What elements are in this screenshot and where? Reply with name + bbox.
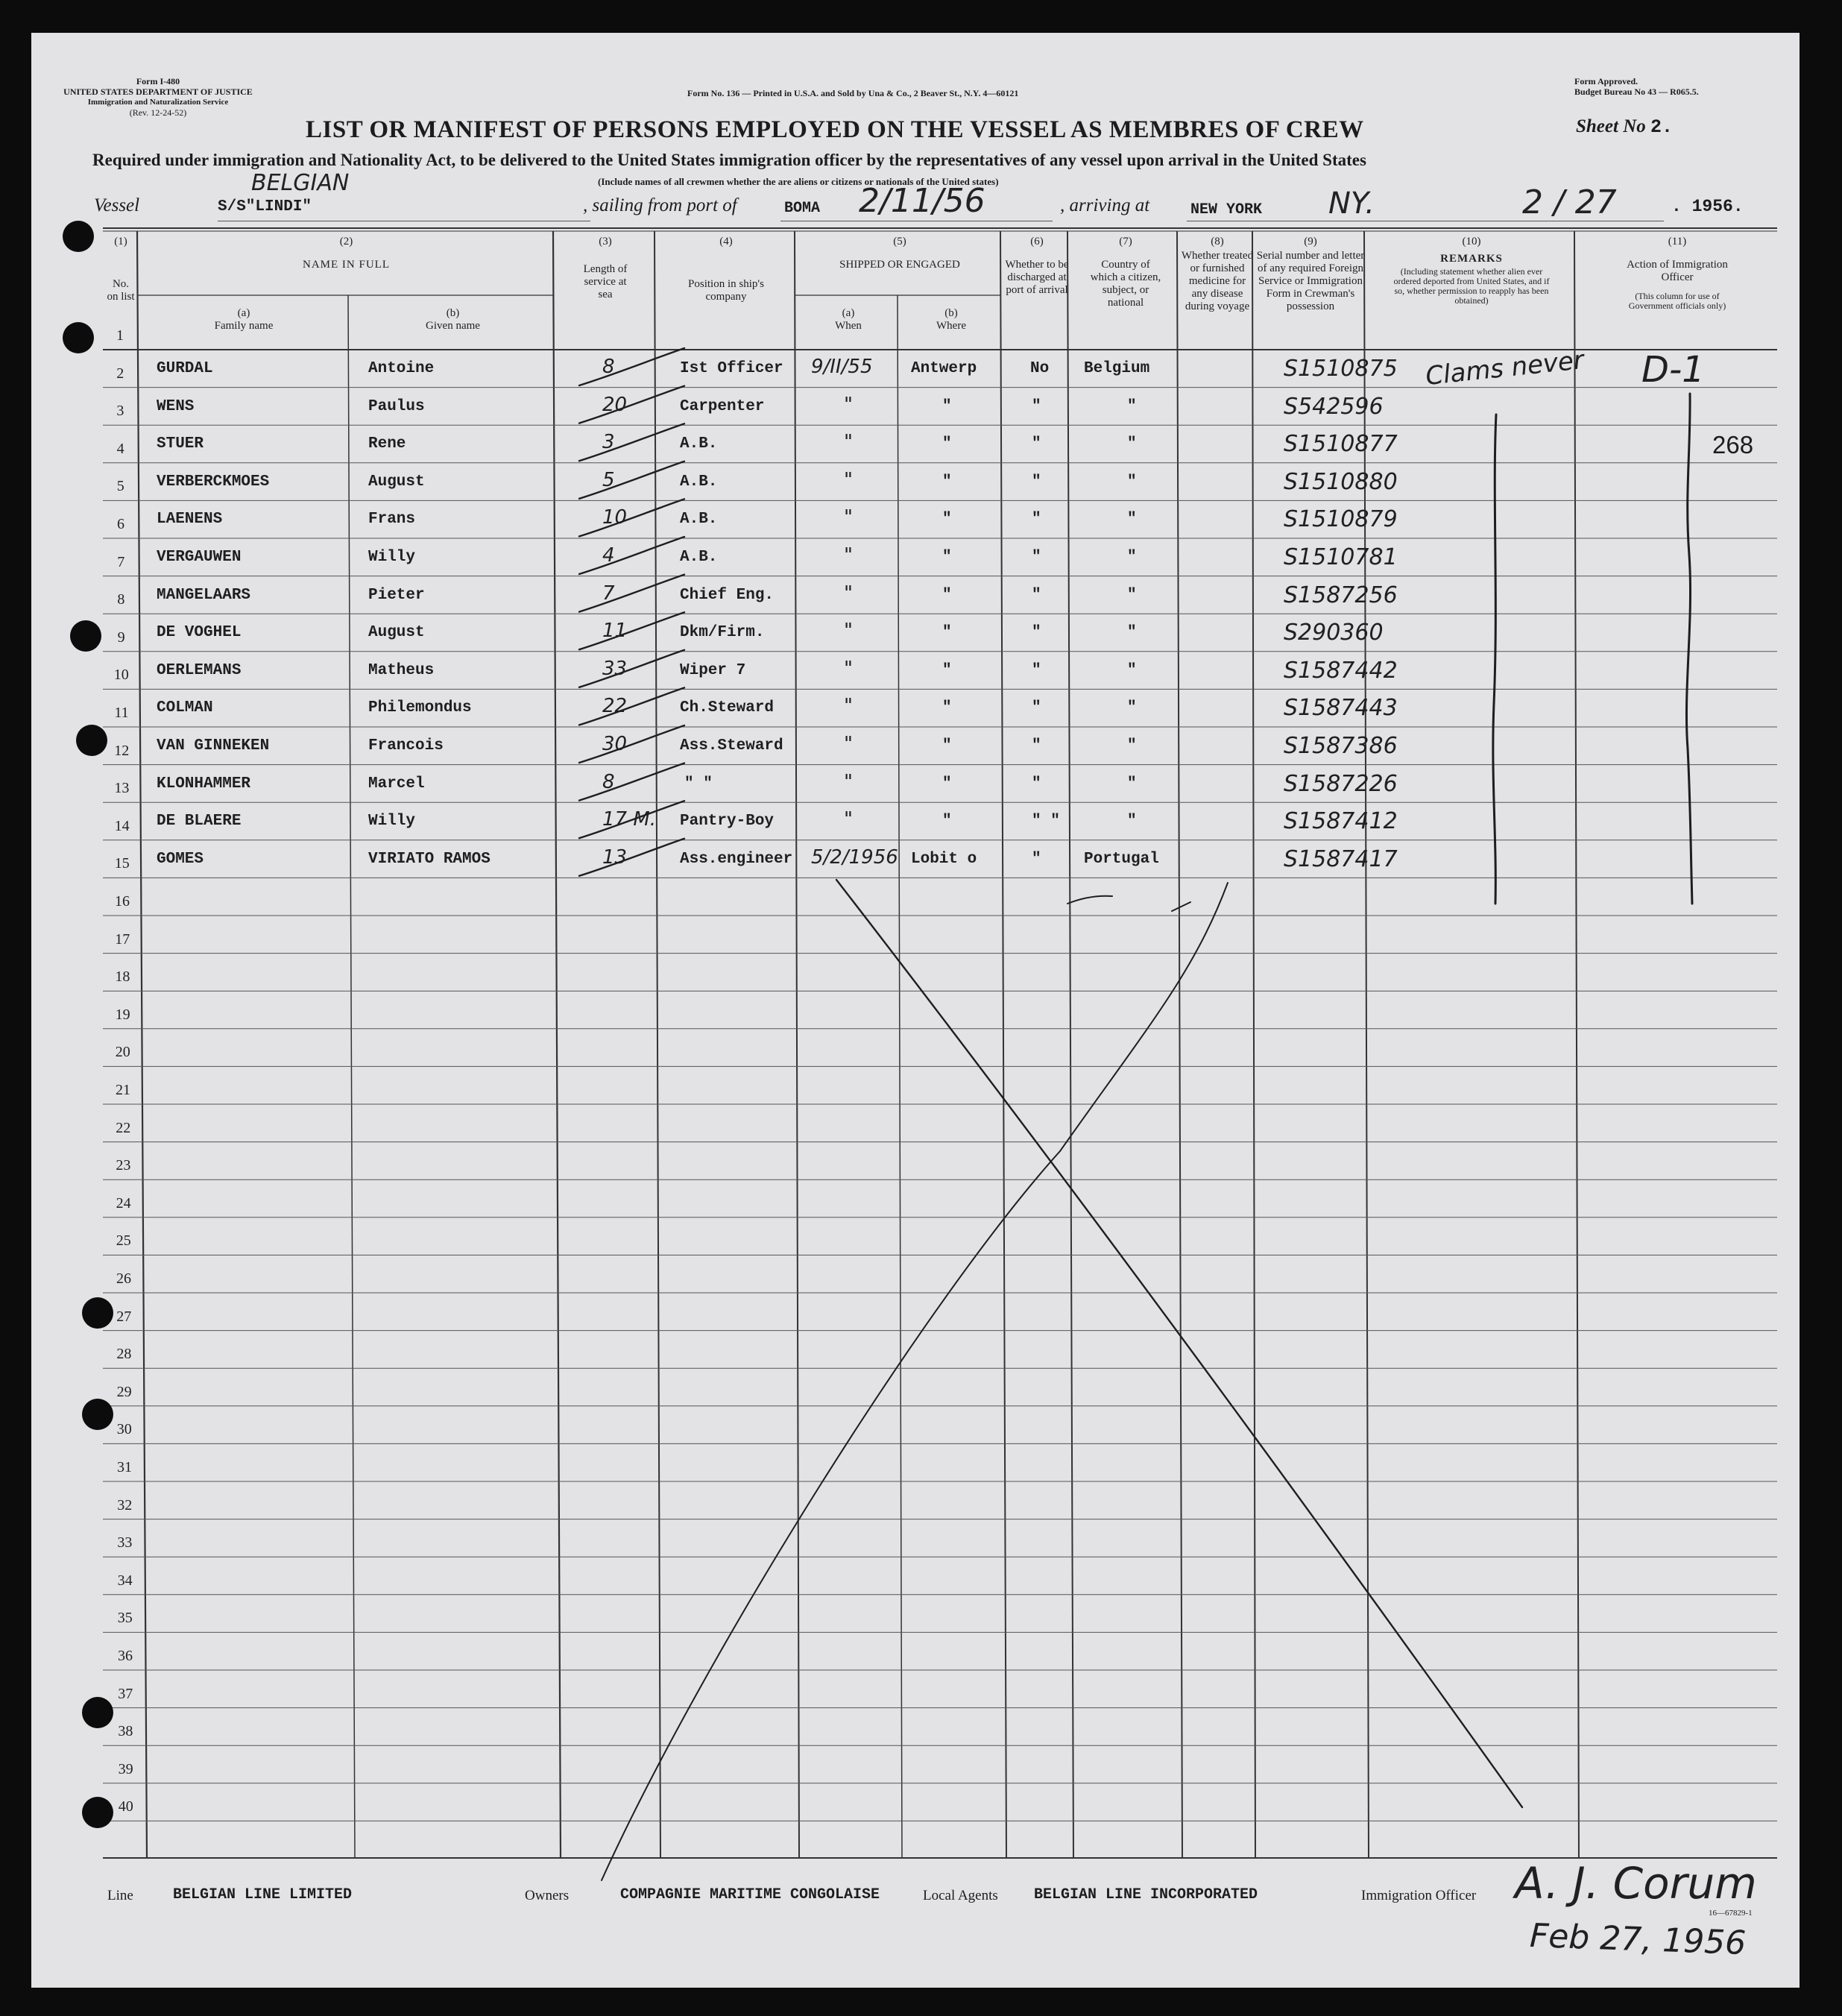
serial-number: S1510880: [1284, 468, 1398, 495]
discharged-flag: " ": [1032, 813, 1060, 831]
strike-mark: [579, 348, 684, 385]
col1-label: No. on list: [107, 278, 135, 303]
position: A.B.: [680, 435, 718, 453]
family-name: STUER: [157, 435, 204, 453]
row-number: 16: [115, 893, 130, 910]
family-name: GURDAL: [157, 360, 213, 377]
shipped-when: ": [844, 582, 853, 605]
row-number: 30: [116, 1421, 132, 1438]
arrival-date-hand: 2 / 27: [1522, 183, 1617, 221]
shipped-where: Lobit o: [911, 850, 977, 868]
serial-number: S1587256: [1284, 582, 1398, 608]
serial-number: S1587412: [1284, 808, 1398, 835]
shipped-where: ": [942, 775, 952, 793]
include-note: (Include names of all crewmen whether the are aliens or citizens or nationals of the United states): [598, 176, 999, 187]
col3-label: Length of service at sea: [583, 263, 628, 300]
col8-label: Whether treated or furnished medicine for any disease during voyage: [1181, 250, 1254, 312]
serial-number: S1510877: [1284, 431, 1398, 458]
strike-mark: [579, 839, 684, 876]
shipped-where: ": [942, 549, 952, 566]
shipped-where: ": [942, 661, 952, 679]
shipped-when: 5/2/1956: [811, 845, 898, 869]
country: ": [1127, 813, 1137, 831]
discharged-flag: ": [1032, 473, 1041, 491]
row-number: 34: [117, 1572, 133, 1589]
serial-number: S1587417: [1284, 845, 1398, 872]
shipped-where: ": [942, 737, 952, 755]
service-length: 8: [602, 356, 615, 378]
shipped-where: ": [942, 699, 952, 717]
agents-value: BELGIAN LINE INCORPORATED: [1034, 1886, 1258, 1903]
shipped-when: ": [844, 544, 853, 567]
strike-mark: [579, 725, 684, 763]
arrival-year: . 1956.: [1671, 197, 1744, 216]
row-number: 2: [116, 365, 124, 382]
shipped-where: ": [942, 813, 952, 831]
officer-date-handwriting: Feb 27, 1956: [1529, 1916, 1747, 1963]
service-length: 5: [602, 468, 615, 491]
serial-number: S1587442: [1284, 657, 1398, 684]
service-length: 13: [602, 845, 628, 869]
shipped-when: ": [844, 620, 853, 643]
row-number: 3: [116, 403, 124, 420]
binder-hole: [63, 221, 94, 252]
given-name: VIRIATO RAMOS: [368, 850, 491, 868]
col6-num: (6): [1030, 236, 1044, 248]
remarks-handwriting: Clams never: [1424, 344, 1586, 392]
shipped-when: ": [844, 733, 853, 755]
row-number: 39: [118, 1760, 133, 1777]
given-name: Willy: [368, 549, 416, 566]
revision: (Rev. 12-24-52): [129, 107, 187, 118]
binder-hole: [82, 1797, 113, 1828]
strike-mark: [579, 423, 684, 461]
row-number: 15: [114, 855, 130, 872]
position: A.B.: [680, 549, 718, 566]
col5-label: SHIPPED OR ENGAGED: [839, 259, 960, 271]
strike-mark: [579, 801, 684, 838]
col6-label: Whether to be discharged at port of arrival: [1005, 259, 1069, 296]
sailing-date-hand: 2/11/56: [859, 182, 985, 220]
strike-mark: [579, 537, 684, 574]
serial-number: S290360: [1284, 620, 1384, 646]
serial-number: S1510781: [1284, 544, 1398, 570]
shipped-when: 9/II/55: [811, 356, 873, 378]
row-number: 25: [116, 1232, 131, 1250]
row-number: 40: [118, 1798, 133, 1815]
col10-sub: (Including statement whether alien ever ordered deported from United States, and if so, whether permission to reapply has been obtained): [1393, 266, 1550, 306]
col2b-num: (b): [446, 307, 460, 319]
sailing-label: , sailing from port of: [583, 195, 737, 215]
discharged-flag: ": [1032, 737, 1041, 755]
col3-num: (3): [599, 236, 612, 248]
position: Carpenter: [680, 397, 765, 415]
row-number: 38: [118, 1723, 133, 1740]
given-name: Paulus: [368, 397, 425, 415]
hand-strokes: [31, 33, 1800, 1988]
row-number: 17: [115, 930, 130, 948]
officer-label: Immigration Officer: [1361, 1888, 1477, 1903]
family-name: VAN GINNEKEN: [157, 737, 270, 755]
service-name: Immigration and Naturalization Service: [87, 98, 229, 107]
row-number: 7: [117, 553, 125, 570]
family-name: DE BLAERE: [157, 813, 242, 831]
discharged-flag: ": [1032, 549, 1041, 566]
col5b-label: Where: [936, 320, 966, 332]
discharged-flag: No: [1030, 360, 1050, 377]
position: Pantry-Boy: [680, 813, 775, 831]
row-number: 31: [117, 1459, 132, 1475]
row-number: 24: [116, 1194, 131, 1212]
strike-mark: [579, 386, 684, 423]
col10-label: REMARKS: [1440, 253, 1503, 265]
service-length: 30: [602, 733, 628, 755]
col7-num: (7): [1119, 236, 1132, 248]
form-number: Form I-480: [136, 76, 180, 86]
position: Ass.Steward: [680, 737, 783, 755]
given-name: Marcel: [368, 775, 425, 793]
row-number: 8: [117, 591, 125, 608]
given-name: Matheus: [368, 661, 435, 679]
shipped-when: ": [844, 431, 853, 454]
service-length: 7: [602, 582, 615, 605]
shipped-where: ": [942, 473, 952, 491]
side-number: 268: [1712, 431, 1754, 459]
row-number: 36: [118, 1648, 133, 1664]
printer-line: Form No. 136 — Printed in U.S.A. and Sold by Una & Co., 2 Beaver St., N.Y. 4—60121: [687, 88, 1019, 98]
shipped-where: ": [942, 511, 952, 529]
strike-mark: [579, 687, 684, 725]
country: Portugal: [1084, 850, 1159, 868]
row-number: 27: [116, 1308, 132, 1325]
country: ": [1127, 473, 1137, 491]
col5-num: (5): [893, 236, 906, 248]
col4-label: Position in ship's company: [688, 278, 764, 303]
row-number: 6: [117, 516, 124, 532]
discharged-flag: ": [1032, 511, 1041, 529]
given-name: Francois: [368, 737, 444, 755]
agents-label: Local Agents: [923, 1888, 998, 1903]
family-name: COLMAN: [157, 699, 213, 717]
shipped-when: ": [844, 770, 853, 793]
sheet-value: 2.: [1650, 116, 1674, 138]
row-number: 29: [116, 1383, 132, 1400]
given-name: August: [368, 473, 425, 491]
row-number: 26: [116, 1270, 131, 1287]
shipped-when: ": [844, 393, 853, 416]
family-name: DE VOGHEL: [157, 624, 242, 642]
service-length: 4: [602, 544, 615, 567]
position: Ch.Steward: [680, 699, 775, 717]
row-number: 13: [114, 780, 130, 797]
officer-signature: A. J. Corum: [1515, 1858, 1757, 1909]
arrival-port: NEW YORK: [1190, 201, 1263, 218]
given-name: August: [368, 624, 425, 642]
service-length: 11: [602, 620, 628, 643]
discharged-flag: ": [1032, 435, 1041, 453]
col5b-num: (b): [944, 307, 958, 319]
country: ": [1127, 737, 1137, 755]
family-name: VERGAUWEN: [157, 549, 242, 566]
discharged-flag: ": [1032, 850, 1041, 868]
position: A.B.: [680, 473, 718, 491]
position: Chief Eng.: [680, 586, 775, 604]
strike-mark: [579, 462, 684, 499]
family-name: WENS: [157, 397, 195, 415]
vessel-nationality-hand: BELGIAN: [251, 170, 350, 196]
col5a-num: (a): [842, 307, 855, 319]
row-number: 28: [116, 1346, 132, 1363]
given-name: Philemondus: [368, 699, 472, 717]
row-number: 4: [116, 440, 124, 457]
department: UNITED STATES DEPARTMENT OF JUSTICE: [63, 86, 253, 97]
serial-number: S1587386: [1284, 733, 1398, 759]
position: " ": [684, 775, 713, 793]
service-length: 33: [602, 657, 628, 680]
discharged-flag: ": [1032, 699, 1041, 717]
shipped-where: ": [942, 624, 952, 642]
manifest-sheet: [31, 33, 1800, 1988]
col8-num: (8): [1211, 236, 1224, 248]
row-number: 20: [115, 1044, 130, 1061]
shipped-when: ": [844, 657, 853, 680]
col11-label: Action of Immigration Officer: [1627, 259, 1728, 283]
row-number: 23: [116, 1157, 131, 1174]
row-number: 33: [117, 1534, 133, 1552]
row-number: 22: [116, 1119, 131, 1136]
vessel-label: Vessel: [94, 195, 140, 215]
country: ": [1127, 397, 1137, 415]
country: ": [1127, 624, 1137, 642]
given-name: Willy: [368, 813, 416, 831]
strike-mark: [579, 575, 684, 612]
service-length: 10: [602, 506, 628, 529]
shipped-when: ": [844, 506, 853, 529]
subtitle: Required under immigration and Nationality Act, to be delivered to the United States immigration officer by the representatives of any vessel upon arrival in the United States: [92, 151, 1366, 169]
row-number: 32: [117, 1496, 133, 1513]
col11-sub: (This column for use of Government officials only): [1628, 291, 1726, 311]
col9-label: Serial number and letter of any required Foreign Service or Immigration Form in Crewman's possession: [1256, 250, 1365, 312]
col2-label: NAME IN FULL: [303, 259, 390, 271]
page-title: LIST OR MANIFEST OF PERSONS EMPLOYED ON THE VESSEL AS MEMBRES OF CREW: [306, 116, 1364, 143]
row-number: 11: [114, 705, 129, 721]
approval-line-2: Budget Bureau No 43 — R065.5.: [1574, 86, 1699, 97]
country: ": [1127, 661, 1137, 679]
shipped-when: ": [844, 808, 853, 831]
approval-line-1: Form Approved.: [1574, 76, 1638, 86]
strike-mark: [579, 499, 684, 536]
shipped-where: ": [942, 435, 952, 453]
row-number: 5: [116, 478, 124, 495]
arriving-label: , arriving at: [1060, 195, 1150, 215]
row-number: 37: [118, 1685, 133, 1702]
row-number: 10: [113, 667, 129, 684]
owners-label: Owners: [525, 1888, 570, 1903]
binder-hole: [70, 620, 101, 652]
family-name: VERBERCKMOES: [157, 473, 270, 491]
serial-number: S1587226: [1284, 770, 1398, 797]
owners-value: COMPAGNIE MARITIME CONGOLAISE: [620, 1886, 880, 1903]
col11-num: (11): [1668, 236, 1687, 248]
discharged-flag: ": [1032, 775, 1041, 793]
family-name: MANGELAARS: [157, 586, 251, 604]
discharged-flag: ": [1032, 624, 1041, 642]
service-length: 17 M.: [602, 808, 657, 831]
binder-hole: [82, 1297, 113, 1329]
family-name: GOMES: [157, 850, 204, 868]
arrival-state-hand: NY.: [1328, 186, 1375, 221]
shipped-where: ": [942, 397, 952, 415]
position: Dkm/Firm.: [680, 624, 765, 642]
strike-mark: [579, 763, 684, 801]
row-number: 12: [114, 742, 130, 759]
service-length: 22: [602, 695, 628, 718]
action-handwriting: D-1: [1641, 349, 1705, 391]
given-name: Rene: [368, 435, 406, 453]
country: ": [1127, 699, 1137, 717]
binder-hole: [63, 322, 94, 353]
shipped-where: ": [942, 586, 952, 604]
family-name: OERLEMANS: [157, 661, 242, 679]
print-code: 16—67829-1: [1709, 1909, 1753, 1918]
row-number: 35: [117, 1610, 133, 1627]
country: Belgium: [1084, 360, 1150, 377]
col5a-label: When: [835, 320, 862, 332]
col9-num: (9): [1304, 236, 1317, 248]
country: ": [1127, 549, 1137, 566]
shipped-when: ": [844, 695, 853, 718]
col2-num: (2): [339, 236, 353, 248]
binder-hole: [82, 1697, 113, 1728]
vessel-name: S/S"LINDI": [218, 198, 312, 215]
given-name: Antoine: [368, 360, 435, 377]
shipped-when: ": [844, 468, 853, 491]
country: ": [1127, 586, 1137, 604]
sailing-port: BOMA: [784, 200, 821, 217]
serial-number: S1510879: [1284, 506, 1398, 533]
col7-label: Country of which a citizen, subject, or national: [1090, 259, 1161, 309]
col2a-label: Family name: [214, 320, 274, 332]
line-label: Line: [107, 1888, 133, 1903]
country: ": [1127, 435, 1137, 453]
service-length: 20: [602, 393, 628, 416]
position: Ist Officer: [680, 360, 783, 377]
strike-mark: [579, 612, 684, 649]
country: ": [1127, 511, 1137, 529]
serial-number: S1510875: [1284, 356, 1398, 382]
binder-hole: [82, 1399, 113, 1430]
col4-num: (4): [719, 236, 733, 248]
family-name: KLONHAMMER: [157, 775, 251, 793]
given-name: Frans: [368, 511, 416, 529]
col2a-num: (a): [237, 307, 250, 319]
given-name: Pieter: [368, 586, 425, 604]
col1-num: (1): [114, 236, 127, 248]
col10-num: (10): [1462, 236, 1481, 248]
strike-mark: [579, 650, 684, 687]
position: Wiper 7: [680, 661, 746, 679]
discharged-flag: ": [1032, 661, 1041, 679]
position: A.B.: [680, 511, 718, 529]
sheet-label: Sheet No: [1576, 116, 1646, 136]
line-value: BELGIAN LINE LIMITED: [173, 1886, 353, 1903]
row-number: 21: [116, 1082, 130, 1098]
row-number: 14: [114, 817, 130, 834]
service-length: 8: [602, 770, 615, 793]
row-number: 1: [116, 327, 124, 344]
country: ": [1127, 775, 1137, 793]
col2b-label: Given name: [426, 320, 480, 332]
family-name: LAENENS: [157, 511, 223, 529]
discharged-flag: ": [1032, 397, 1041, 415]
position: Ass.engineer: [680, 850, 793, 868]
discharged-flag: ": [1032, 586, 1041, 604]
service-length: 3: [602, 431, 615, 454]
row-number: 18: [115, 968, 130, 986]
row-number: 9: [117, 629, 125, 646]
row-number: 19: [115, 1006, 130, 1023]
binder-hole: [76, 725, 107, 756]
shipped-where: Antwerp: [911, 360, 977, 377]
serial-number: S1587443: [1284, 695, 1398, 722]
serial-number: S542596: [1284, 393, 1384, 420]
